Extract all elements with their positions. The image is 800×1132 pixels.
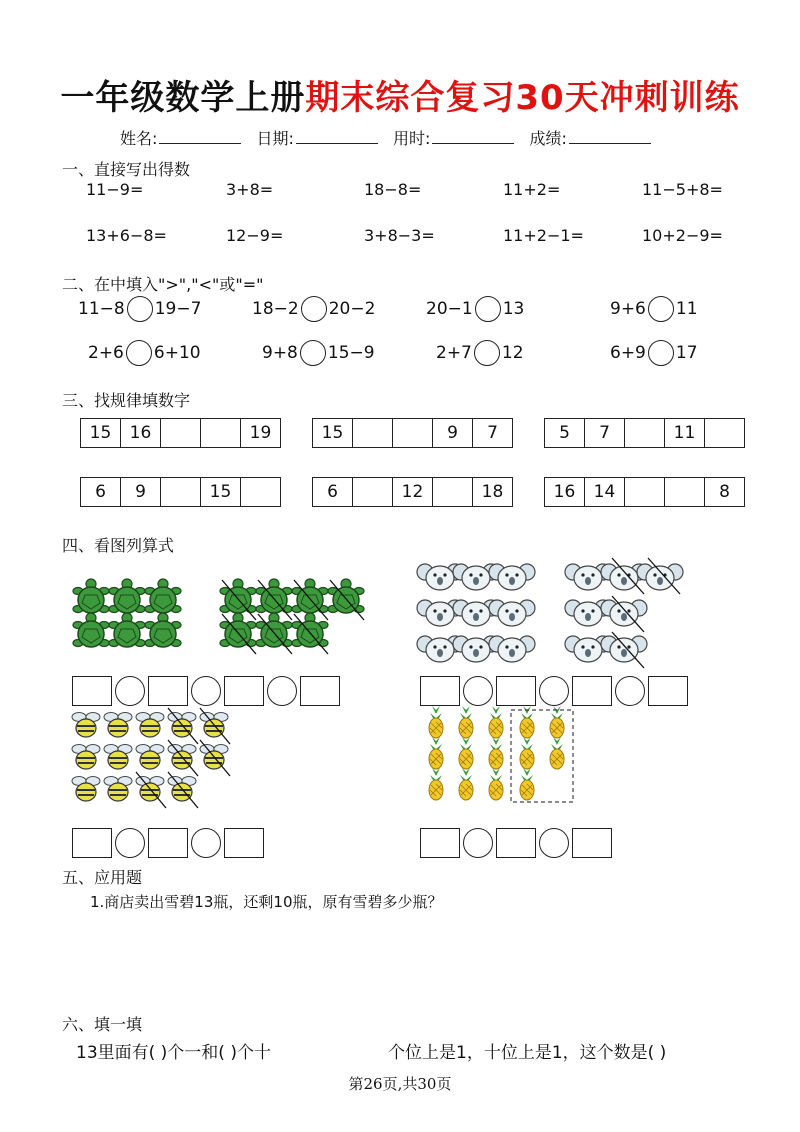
sequence-cell: 6 <box>313 478 353 506</box>
sequence-cell[interactable] <box>625 478 665 506</box>
info-line <box>120 126 661 149</box>
operator-circle[interactable] <box>267 676 297 706</box>
sequence-cell: 16 <box>121 419 161 447</box>
operator-circle[interactable] <box>463 676 493 706</box>
answer-box[interactable] <box>496 828 536 858</box>
operator-circle[interactable] <box>191 676 221 706</box>
compare-item: 9+6 11 <box>610 296 698 322</box>
sequence-row <box>544 418 745 448</box>
sequence-row <box>312 418 513 448</box>
word-problem: 1.商店卖出雪碧13瓶，还剩10瓶，原有雪碧多少瓶？ <box>90 893 443 911</box>
sequence-cell[interactable] <box>161 478 201 506</box>
answer-box[interactable] <box>224 828 264 858</box>
score-blank[interactable] <box>569 129 651 144</box>
answer-box[interactable] <box>496 676 536 706</box>
compare-item: 2+6 6+10 <box>88 340 201 366</box>
section-4-heading: 四、看图列算式 <box>62 536 175 555</box>
equation-row <box>420 828 612 858</box>
compare-item: 20−1 13 <box>426 296 524 322</box>
compare-item: 18−2 20−2 <box>252 296 375 322</box>
answer-box[interactable] <box>648 676 688 706</box>
sequence-cell: 5 <box>545 419 585 447</box>
sequence-cell: 9 <box>433 419 473 447</box>
calc-item: 3+8= <box>226 180 274 199</box>
answer-box[interactable] <box>148 676 188 706</box>
equation-row <box>420 676 688 706</box>
compare-item: 2+7 12 <box>436 340 524 366</box>
compare-circle[interactable] <box>474 340 500 366</box>
compare-item: 11−8 19−7 <box>78 296 201 322</box>
sequence-row <box>312 477 513 507</box>
sequence-row <box>80 418 281 448</box>
picture-area <box>60 556 760 866</box>
calc-item: 10+2−9= <box>642 226 723 245</box>
compare-item: 9+8 15−9 <box>262 340 375 366</box>
sequence-cell[interactable] <box>353 478 393 506</box>
sequence-cell: 18 <box>481 482 504 502</box>
section-3-heading: 三、找规律填数字 <box>62 391 191 410</box>
operator-circle[interactable] <box>115 676 145 706</box>
sequence-cell: 11 <box>665 419 705 447</box>
section-5-heading: 五、应用题 <box>62 868 143 887</box>
operator-circle[interactable] <box>615 676 645 706</box>
sequence-cell: 7 <box>487 423 498 443</box>
compare-item: 6+9 17 <box>610 340 698 366</box>
sequence-cell: 15 <box>81 419 121 447</box>
operator-circle[interactable] <box>191 828 221 858</box>
sequence-cell[interactable] <box>625 419 665 447</box>
compare-circle[interactable] <box>126 340 152 366</box>
calc-item: 11−5+8= <box>642 180 723 199</box>
compare-circle[interactable] <box>127 296 153 322</box>
sequence-cell[interactable] <box>161 419 201 447</box>
calc-item: 11+2= <box>503 180 561 199</box>
answer-box[interactable] <box>148 828 188 858</box>
sequence-cell: 6 <box>81 478 121 506</box>
compare-circle[interactable] <box>475 296 501 322</box>
answer-box[interactable] <box>572 676 612 706</box>
section-2-heading: 二、在中填入">","<"或"=" <box>62 275 264 294</box>
page-title: 一年级数学上册期末综合复习30天冲刺训练 <box>60 78 740 118</box>
compare-circle[interactable] <box>300 340 326 366</box>
calc-item: 12−9= <box>226 226 284 245</box>
sequence-cell[interactable] <box>705 419 744 447</box>
sequence-cell: 14 <box>585 478 625 506</box>
answer-box[interactable] <box>72 676 112 706</box>
operator-circle[interactable] <box>539 676 569 706</box>
sequence-cell: 19 <box>249 423 272 443</box>
calc-item: 11−9= <box>86 180 144 199</box>
sequence-cell[interactable] <box>201 419 241 447</box>
sequence-cell: 12 <box>393 478 433 506</box>
calc-item: 13+6−8= <box>86 226 167 245</box>
sequence-cell: 16 <box>545 478 585 506</box>
section-1-heading: 一、直接写出得数 <box>62 160 191 179</box>
section-6-heading: 六、填一填 <box>62 1015 143 1034</box>
equation-row <box>72 676 340 706</box>
answer-box[interactable] <box>572 828 612 858</box>
equation-row <box>72 828 264 858</box>
sequence-cell: 7 <box>585 419 625 447</box>
operator-circle[interactable] <box>463 828 493 858</box>
answer-box[interactable] <box>420 676 460 706</box>
compare-circle[interactable] <box>301 296 327 322</box>
calc-item: 3+8−3= <box>364 226 435 245</box>
sequence-cell[interactable] <box>353 419 393 447</box>
name-label: 姓名: <box>120 129 158 148</box>
sequence-cell[interactable] <box>433 478 473 506</box>
answer-box[interactable] <box>420 828 460 858</box>
sequence-cell[interactable] <box>393 419 433 447</box>
time-blank[interactable] <box>432 129 514 144</box>
calc-item: 18−8= <box>364 180 422 199</box>
fill-question-1: 13里面有( )个一和( )个十 <box>76 1043 271 1063</box>
sequence-cell: 15 <box>313 419 353 447</box>
answer-box[interactable] <box>300 676 340 706</box>
operator-circle[interactable] <box>539 828 569 858</box>
sequence-cell: 15 <box>201 478 241 506</box>
name-blank[interactable] <box>159 129 241 144</box>
answer-box[interactable] <box>224 676 264 706</box>
score-label: 成绩: <box>529 129 567 148</box>
sequence-cell[interactable] <box>241 478 280 506</box>
compare-circle[interactable] <box>648 340 674 366</box>
sequence-cell: 8 <box>719 482 730 502</box>
calc-item: 11+2−1= <box>503 226 584 245</box>
date-blank[interactable] <box>296 129 378 144</box>
sequence-row <box>80 477 281 507</box>
sequence-row <box>544 477 745 507</box>
sequence-cell: 9 <box>121 478 161 506</box>
time-label: 用时: <box>393 129 431 148</box>
date-label: 日期: <box>256 129 294 148</box>
answer-box[interactable] <box>72 828 112 858</box>
page-footer: 第26页,共30页 <box>348 1075 452 1093</box>
operator-circle[interactable] <box>115 828 145 858</box>
fill-question-2: 个位上是1，十位上是1，这个数是( ) <box>388 1043 667 1063</box>
sequence-cell[interactable] <box>665 478 705 506</box>
compare-circle[interactable] <box>648 296 674 322</box>
